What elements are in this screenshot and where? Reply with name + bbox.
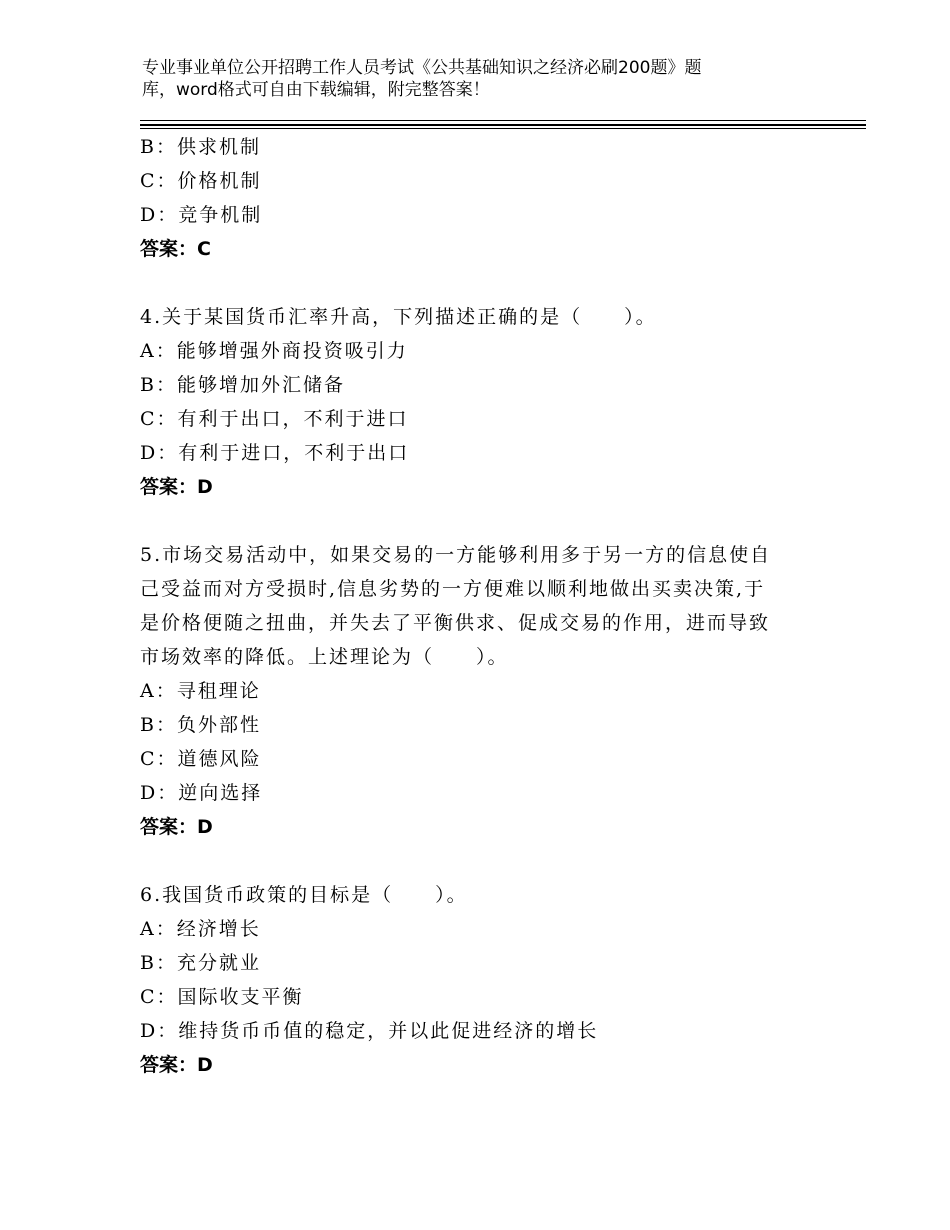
answer-line: 答案：C — [140, 238, 211, 260]
option-c: C：价格机制 — [140, 170, 262, 192]
option-b: B：充分就业 — [140, 952, 261, 974]
answer-line: 答案：D — [140, 476, 213, 498]
option-b: B：负外部性 — [140, 714, 261, 736]
question-3-block — [140, 130, 820, 266]
question-text-line-4: 市场效率的降低。上述理论为（ ）。 — [140, 646, 509, 668]
spacer — [140, 844, 820, 878]
header-title-line-2: 库，word格式可自由下载编辑，附完整答案！ — [142, 80, 490, 100]
option-c: C：道德风险 — [140, 748, 262, 770]
option-a: A：寻租理论 — [140, 680, 261, 702]
header-rule-top — [140, 120, 866, 121]
question-text-line-3: 是价格便随之扭曲，并失去了平衡供求、促成交易的作用，进而导致 — [140, 612, 771, 634]
option-d: D：维持货币币值的稳定，并以此促进经济的增长 — [140, 1020, 599, 1042]
document-header — [142, 57, 772, 101]
spacer — [140, 504, 820, 538]
answer-line: 答案：D — [140, 816, 213, 838]
option-a: A：经济增长 — [140, 918, 261, 940]
question-text: 6.我国货币政策的目标是（ ）。 — [140, 884, 468, 906]
question-6-block — [140, 878, 820, 1082]
question-text: 4.关于某国货币汇率升高，下列描述正确的是（ ）。 — [140, 306, 657, 328]
spacer — [140, 266, 820, 300]
answer-line: 答案：D — [140, 1054, 213, 1076]
question-5-block — [140, 538, 820, 844]
question-content — [140, 130, 820, 1082]
option-d: D：逆向选择 — [140, 782, 263, 804]
header-title-line-1: 专业事业单位公开招聘工作人员考试《公共基础知识之经济必刷200题》题 — [142, 58, 702, 78]
option-c: C：国际收支平衡 — [140, 986, 304, 1008]
option-d: D：有利于进口，不利于出口 — [140, 442, 410, 464]
option-b: B：能够增加外汇储备 — [140, 374, 345, 396]
option-c: C：有利于出口，不利于进口 — [140, 408, 409, 430]
question-text-line-1: 5.市场交易活动中，如果交易的一方能够利用多于另一方的信息使自 — [140, 544, 772, 566]
header-rule-middle — [140, 124, 866, 126]
option-b: B：供求机制 — [140, 136, 261, 158]
option-a: A：能够增强外商投资吸引力 — [140, 340, 408, 362]
question-text-line-2: 己受益而对方受损时,信息劣势的一方便难以顺利地做出买卖决策,于 — [140, 578, 766, 600]
option-d: D：竞争机制 — [140, 204, 263, 226]
header-rule-bottom — [140, 128, 866, 129]
question-4-block — [140, 300, 820, 504]
